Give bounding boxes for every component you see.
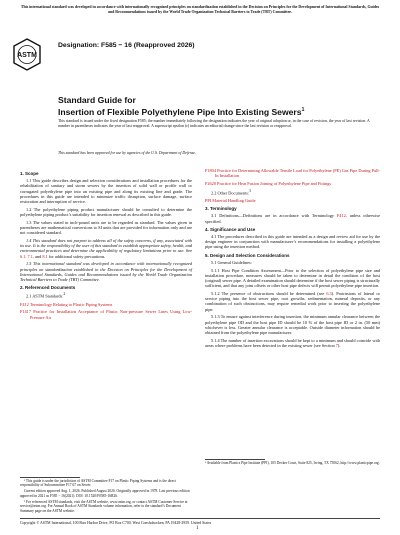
section-link-6-3[interactable]: 6.3 — [326, 291, 332, 297]
reference-ppi[interactable] — [205, 198, 380, 203]
para-5-1-3: 5.1.3 To ensure against interference during insertion, the minimum annular clearance between the polyethylene pipe OD and the host pipe ID should be 10 % of the host pipe ID or 2 in. (50 mm) whichever is less. Greater annular clearance is acceptable. Outside diameter information should be obtained from the polyethylene pipe manufacturer. — [205, 314, 380, 336]
para-5-1-4 — [205, 338, 380, 348]
section-design-heading: 5. Design and Selection Considerations — [205, 252, 290, 258]
para-5-1: 5.1 General Guidelines: — [211, 259, 252, 265]
safety-caveat: 1.4 This standard does not purport to address all of the safety concerns, if any, associated with its use. It is the responsibility of the user of this standard to establish appropriate safety, health, and environmental practices and determine the applicability of regulatory limitations prior to use. — [20, 238, 192, 254]
reference-f2620[interactable] — [205, 181, 380, 186]
ref-title[interactable]: Practice for Determining Allowable Tensile Load for Polyethylene (PE) Gas Pipe During Pull-In Installation — [215, 168, 380, 179]
para-1-5: 1.5 This international standard was developed in accordance with internationally recognized principles on standardization established in the Decision on Principles for the Development of International Standards, Guides and Recommendations issued by the World Trade Organization Technical Barriers to Trade (TBT) Committee. — [20, 261, 192, 283]
logo-text: ASTM — [17, 52, 37, 59]
obstructions-text: 5.1.2 The presence of obstructions should be determined (see — [211, 291, 327, 297]
ref-code[interactable]: PPI — [205, 198, 212, 204]
footnote-3: ³ Available from Plastics Pipe Institute (PPI), 105 Decker Court, Suite 825, Irving, TX 75062, http://www.plasticpipe.org. — [205, 461, 380, 465]
footnote-1-edition: Current edition approved Aug. 1, 2026. Published August 2026. Originally approved in 1978. Last previous edition approved in 2021 as F585 − 16(2021). DOI: 10.1520/F0585-16R26. — [20, 489, 190, 498]
ref-code[interactable]: F1804 — [205, 168, 216, 173]
see-text: See — [184, 248, 192, 254]
other-docs-label: 2.2 Other Documents: — [211, 190, 250, 196]
footnote-divider-left — [20, 477, 80, 478]
para-3-1 — [205, 213, 380, 223]
para-5-1-1: 5.1.1 Host Pipe Condition Assessment—Prior to the selection of polyethylene pipe size and installation procedure, measures should be taken to determine in detail the condition of the host (original) sewer pipe. A detailed examination should determine if the host sewer piping is structurally sufficient, and that any joint offsets or other host pipe defects will permit polyethylene pipe insertion. — [205, 267, 380, 289]
reference-f1804[interactable] — [205, 168, 380, 178]
section-significance-heading: 4. Significance and Use — [205, 226, 256, 232]
section-references-heading: 2. Referenced Documents — [20, 285, 76, 291]
para-1-3: 1.3 The values stated in inch-pound units are to be regarded as standard. The values given in parentheses are mathematical conversions to SI units that are provided for information only and are not considered standard. — [20, 219, 192, 236]
definitions-text: 3.1 Definitions—Definitions are in accordance with Terminology — [211, 213, 337, 219]
designation: Designation: F585 − 16 (Reapproved 2026) — [58, 42, 195, 49]
terminology-link-f412[interactable]: F412 — [336, 213, 346, 219]
title-text: Insertion of Flexible Polyethylene Pipe Into Existing Sewers — [58, 106, 302, 117]
section-link-8-1[interactable]: 8.1 — [42, 253, 48, 259]
title-line-2 — [58, 105, 304, 117]
para-1-4 — [20, 238, 192, 259]
ref-code[interactable]: F2620 — [205, 181, 216, 186]
section-link-7[interactable]: 7 — [335, 343, 338, 349]
title-footnote-mark: 1 — [301, 107, 305, 113]
para-1-1: 1.1 This guide describes design and selection considerations and installation procedures for the rehabilitation of sanitary and storm sewers by the insertion of solid wall or profile wall or corrugated polyethylene pipe into an existing pipe and along its existing line and grade. The procedures in this guide are intended to minimize traffic disruption, surface damage, surface restoration and interruption of service. — [20, 178, 192, 205]
astm-standards-label: 2.1 ASTM Standards: — [26, 293, 64, 299]
ref-title[interactable]: Practice for Heat Fusion Joining of Polyethylene Pipe and Fittings — [215, 181, 332, 186]
section-link-6-1-7-1[interactable]: 6.1, 7.1, — [20, 253, 34, 259]
standard-note: This standard is issued under the fixed designation F585; the number immediately following the designation indicates the year of original adoption or, in the case of revision, the year of last revision. A number in parentheses indicates the year of last reapproval. A superscript epsilon (ε) indicates an editorial change since the last revision or reapproval. — [58, 119, 370, 128]
footnote-mark-2: 2 — [63, 292, 66, 297]
title-line-1: Standard Guide for — [58, 95, 136, 105]
ref-code[interactable]: F1417 — [20, 309, 31, 315]
para-1-2: 1.2 The polyethylene piping product manufacturer should be consulted to determine the polyethylene piping product’s suitability for insertion renewal as described in this guide. — [20, 206, 192, 218]
page-title — [58, 95, 304, 117]
obstructions-tail: ). Protrusions of lateral or service piping into the host sewer pipe, root growths, sedimentation, mineral deposits, or any combination of such obstructions, may require remedial work prior to inserting the polyethylene pipe. — [205, 291, 380, 312]
header-notice: This international standard was developed in accordance with internationally recognized principles on standardization established in the Decision on Principles for the Development of International Standards, Guides and Recommendations issued by the World Trade Organization Technical Barriers to Trade (TBT) Committee. — [20, 5, 380, 14]
reference-f1417[interactable] — [20, 309, 192, 319]
reference-f412[interactable] — [20, 302, 192, 307]
and-text: and — [33, 253, 43, 259]
left-column — [20, 168, 192, 322]
ref-title[interactable]: Material Handling Guide — [211, 198, 256, 204]
footnotes-left — [20, 479, 192, 515]
excavations-tail: ). — [337, 343, 341, 349]
para-4-1: 4.1 The procedures described in this guide are intended as a design and review aid for use by the design engineer in conjunction with manufacturer’s recommendations for installing a polyethylene pipe using the insertion method. — [205, 234, 380, 250]
ref-title[interactable]: Practice for Installation Acceptance of Plastic Non-pressure Sewer Lines Using Low-Pressure Air — [30, 309, 192, 320]
ref-code[interactable]: F412 — [20, 301, 29, 307]
footnote-1: ¹ This guide is under the jurisdiction of ASTM Committee F17 on Plastic Piping Systems and is the direct responsibility of Subcommittee F17.67 on Sewer. — [20, 479, 176, 488]
section-scope-heading: 1. Scope — [20, 171, 39, 176]
right-column — [205, 168, 380, 351]
definitions-tail: , unless otherwise specified. — [205, 213, 380, 224]
section-terminology-heading: 3. Terminology — [205, 206, 237, 212]
astm-logo — [13, 38, 41, 71]
page-number: 1 — [196, 526, 199, 531]
para-5-1-2 — [205, 291, 380, 312]
footnote-mark-3: 3 — [249, 188, 251, 193]
safety-tail: for additional safety precautions. — [47, 253, 106, 259]
footnote-divider-right — [205, 459, 265, 460]
excavations-text: 5.1.4 The number of insertion excavations should be kept to a minimum and should coincide with areas where problems have been detected in the existing sewer (see Section — [205, 337, 380, 349]
ref-title[interactable]: Terminology Relating to Plastic Piping Systems — [28, 301, 113, 307]
footnote-2: ² For referenced ASTM standards, visit the ASTM website, www.astm.org, or contact ASTM Customer Service at service@astm.org. For Annual Book of ASTM Standards volume information, refer to the standard’s Document Summary page on the ASTM website. — [20, 499, 188, 513]
dod-approval-note: This standard has been approved for use by agencies of the U.S. Department of Defense. — [58, 151, 196, 155]
para-2-1 — [20, 292, 192, 299]
para-2-2 — [205, 189, 380, 196]
footnotes-right — [205, 461, 380, 465]
copyright-line: Copyright © ASTM International, 100 Barr Harbor Drive, PO Box C700, West Conshohocken, PA 19428-2959. United States — [20, 518, 380, 525]
